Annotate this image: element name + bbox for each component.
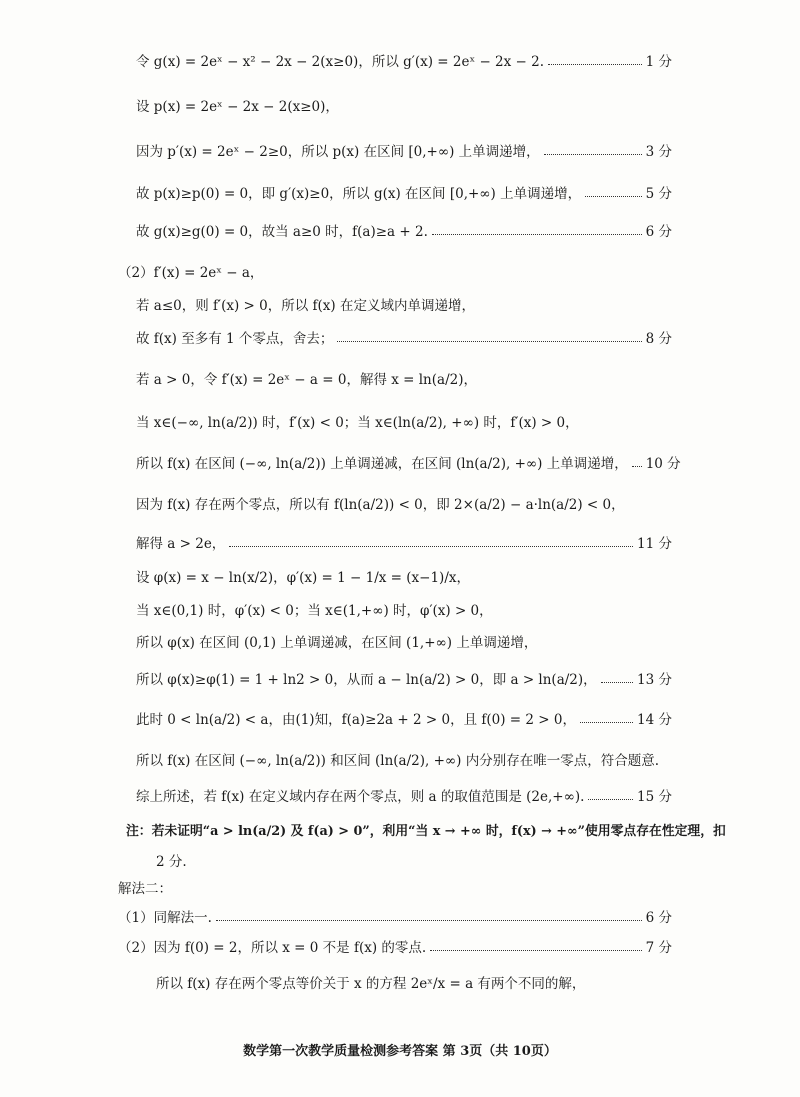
- line-text: 若 a > 0，令 f′(x) = 2eˣ − a = 0，解得 x = ln(a/2)，: [136, 372, 477, 388]
- note-text: 注：若未证明“a > ln(a/2) 及 f(a) > 0”，利用“当 x → +∞ 时，f(x) → +∞”使用零点存在性定理，扣: [126, 824, 726, 839]
- line-text: 因为 f(x) 存在两个零点，所以有 f(ln(a/2)) < 0，即 2×(a/2) − a·ln(a/2) < 0，: [136, 497, 625, 513]
- score-label: 13 分: [637, 672, 672, 688]
- line-text: 所以 φ(x)≥φ(1) = 1 + ln2 > 0，从而 a − ln(a/2) > 0，即 a > ln(a/2)，: [136, 672, 597, 688]
- solution-line: [136, 97, 339, 117]
- line-text: 所以 f(x) 在区间 (−∞, ln(a/2)) 和区间 (ln(a/2), +∞) 内分别存在唯一零点，符合题意.: [136, 753, 659, 769]
- line-text: 令 g(x) = 2eˣ − x² − 2x − 2(x≥0)，所以 g′(x) = 2eˣ − 2x − 2.: [136, 54, 545, 70]
- solution-line: [136, 184, 672, 204]
- line-text: 所以 f(x) 存在两个零点等价关于 x 的方程 2eˣ/x = a 有两个不同的解，: [156, 976, 586, 992]
- solution-line: [136, 751, 659, 771]
- line-text: （2）f′(x) = 2eˣ − a，: [118, 265, 264, 281]
- section-heading: [118, 879, 172, 899]
- line-text: 所以 f(x) 在区间 (−∞, ln(a/2)) 上单调递减，在区间 (ln(a/2), +∞) 上单调递增，: [136, 456, 628, 472]
- score-label: 15 分: [637, 789, 672, 805]
- solution-line: [136, 710, 672, 730]
- solution-line: [136, 222, 672, 242]
- solution-line: [136, 633, 537, 653]
- score-label: 3 分: [645, 144, 672, 160]
- solution-line: [136, 413, 579, 433]
- line-text: 解得 a > 2e，: [136, 536, 226, 552]
- line-text: 2 分.: [156, 854, 187, 870]
- page-footer: 数学第一次教学质量检测参考答案 第 3页（共 10页）: [243, 1044, 557, 1059]
- score-label: 7 分: [645, 940, 672, 956]
- score-label: 5 分: [645, 186, 672, 202]
- line-text: 当 x∈(−∞, ln(a/2)) 时，f′(x) < 0；当 x∈(ln(a/2), +∞) 时，f′(x) > 0，: [136, 415, 579, 431]
- line-text: 若 a≤0，则 f′(x) > 0，所以 f(x) 在定义域内单调递增，: [136, 298, 475, 314]
- line-text: 故 f(x) 至多有 1 个零点，舍去；: [136, 331, 334, 347]
- solution-line: [136, 52, 672, 72]
- solution-line: [118, 908, 672, 928]
- dot-leader: [588, 799, 633, 800]
- solution-line: [136, 296, 475, 316]
- dot-leader: [216, 920, 642, 921]
- score-label: 10 分: [645, 456, 681, 472]
- dot-leader: [601, 682, 633, 683]
- solution-line: [136, 329, 672, 349]
- solution-line: [118, 938, 672, 958]
- dot-leader: [585, 196, 641, 197]
- line-text: 解法二：: [118, 881, 172, 897]
- line-text: 故 p(x)≥p(0) = 0，即 g′(x)≥0，所以 g(x) 在区间 [0,+∞) 上单调递增，: [136, 186, 582, 202]
- solution-line: [136, 568, 470, 588]
- dot-leader: [544, 154, 642, 155]
- dot-leader: [229, 546, 633, 547]
- solution-line: [136, 787, 672, 807]
- line-text: 当 x∈(0,1) 时，φ′(x) < 0；当 x∈(1,+∞) 时，φ′(x) > 0，: [136, 603, 493, 619]
- dot-leader: [580, 722, 633, 723]
- solution-line: [136, 601, 493, 621]
- solution-line: [136, 534, 672, 554]
- line-text: 综上所述，若 f(x) 在定义域内存在两个零点，则 a 的取值范围是 (2e,+∞).: [136, 789, 585, 805]
- score-label: 8 分: [645, 331, 672, 347]
- line-text: 此时 0 < ln(a/2) < a，由(1)知，f(a)≥2a + 2 > 0，且 f(0) = 2 > 0，: [136, 712, 576, 728]
- dot-leader: [632, 466, 642, 467]
- line-text: （1）同解法一.: [118, 910, 212, 926]
- solution-line: [156, 974, 585, 994]
- solution-line: [118, 263, 263, 283]
- solution-line: [136, 370, 477, 390]
- note-line: [126, 822, 726, 842]
- dot-leader: [337, 341, 641, 342]
- line-text: 因为 p′(x) = 2eˣ − 2≥0，所以 p(x) 在区间 [0,+∞) 上单调递增，: [136, 144, 540, 160]
- dot-leader: [432, 234, 642, 235]
- line-text: 设 p(x) = 2eˣ − 2x − 2(x≥0)，: [136, 99, 339, 115]
- solution-line: [136, 142, 672, 162]
- line-text: 故 g(x)≥g(0) = 0，故当 a≥0 时，f(a)≥a + 2.: [136, 224, 428, 240]
- solution-line: [136, 454, 681, 474]
- line-text: 设 φ(x) = x − ln(x/2)，φ′(x) = 1 − 1/x = (x−1)/x，: [136, 570, 470, 586]
- score-label: 6 分: [645, 910, 672, 926]
- score-label: 14 分: [637, 712, 672, 728]
- solution-line: [136, 670, 672, 690]
- note-continuation: [156, 852, 187, 872]
- score-label: 11 分: [637, 536, 672, 552]
- score-label: 1 分: [645, 54, 672, 70]
- dot-leader: [548, 64, 642, 65]
- solution-line: [136, 495, 625, 515]
- line-text: （2）因为 f(0) = 2，所以 x = 0 不是 f(x) 的零点.: [118, 940, 427, 956]
- dot-leader: [430, 950, 641, 951]
- score-label: 6 分: [645, 224, 672, 240]
- line-text: 所以 φ(x) 在区间 (0,1) 上单调递减，在区间 (1,+∞) 上单调递增，: [136, 635, 538, 651]
